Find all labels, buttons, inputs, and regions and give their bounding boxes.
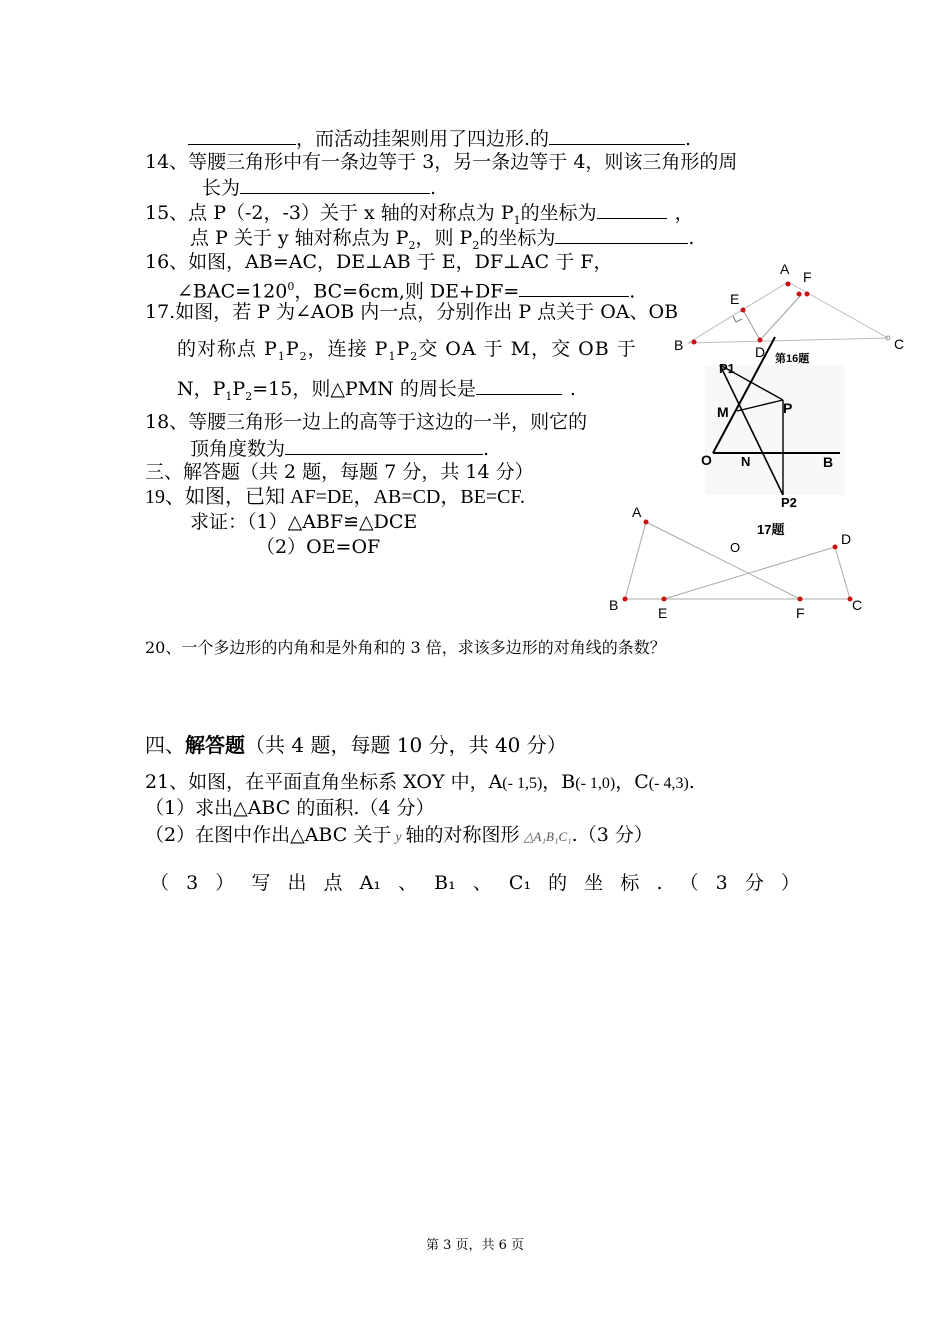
q21-part3-token: 出 bbox=[287, 872, 307, 894]
label-c: C bbox=[852, 597, 863, 613]
answer-blank[interactable] bbox=[285, 436, 483, 455]
q21-part3-token: （ bbox=[150, 872, 170, 894]
answer-blank[interactable] bbox=[555, 225, 688, 244]
q17-line3: N，$P_1P_2=15$，则△PMN 的周长是 . bbox=[177, 378, 576, 403]
label-o: O bbox=[730, 540, 741, 555]
q21-part3-token: ） bbox=[780, 872, 800, 894]
answer-blank[interactable] bbox=[597, 200, 667, 219]
q15-line2: 点 P 关于 y 轴对称点为 $P_2$，则 $P_2$的坐标为 . bbox=[190, 227, 695, 252]
q21-part3-token: 坐 bbox=[584, 872, 604, 894]
q17-line2: 的对称点 $P_1P_2$，连接 $P_1P_2$交 OA 于 M，交 OB 于 bbox=[177, 338, 637, 363]
q21-line1: 21、如图，在平面直角坐标系 XOY 中，A(- 1,5)，B(- 1,0)，C(- 4,3). bbox=[145, 771, 695, 793]
q19-line3: （2）OE=OF bbox=[256, 536, 381, 558]
q19-line2: 求证：（1）△ABF≌△DCE bbox=[190, 511, 418, 533]
label-d: D bbox=[755, 344, 766, 360]
label-p2: P2 bbox=[781, 495, 797, 510]
q21-part3-token: 标 bbox=[620, 872, 640, 894]
q21-part3-token: ） bbox=[215, 872, 235, 894]
q21-part3-token: 点 bbox=[323, 872, 343, 894]
q20-line: 20、一个多边形的内角和是外角和的 3 倍，求该多边形的对角线的条数？ bbox=[145, 638, 666, 657]
answer-blank[interactable] bbox=[476, 376, 562, 395]
q18-line1: 18、等腰三角形一边上的高等于这边的一半，则它的 bbox=[145, 411, 588, 433]
q21-part3-token: 3 bbox=[186, 872, 199, 894]
edge-dc bbox=[835, 547, 850, 599]
q18-line2: 顶角度数为 . bbox=[190, 438, 490, 460]
point-e bbox=[662, 597, 667, 602]
section-4-title: 四、解答题（共 4 题，每题 10 分，共 40 分） bbox=[145, 733, 567, 757]
q21-part3-token: C₁ bbox=[508, 872, 532, 894]
edge-ab bbox=[625, 522, 646, 599]
q21-part3-token: 、 bbox=[398, 872, 418, 894]
segment-de bbox=[664, 547, 835, 599]
label-a: A bbox=[632, 504, 642, 520]
figure-16-caption: 第16题 bbox=[775, 353, 810, 365]
q21-part3-token: . bbox=[656, 872, 663, 894]
q21-part3-token: A₁ bbox=[359, 872, 381, 894]
point-e bbox=[741, 308, 746, 313]
figure-17-caption: 17题 bbox=[757, 522, 785, 537]
q19-line1: 19、如图，已知 AF=DE，AB=CD，BE=CF. bbox=[145, 486, 526, 508]
q21-part3-token: 分 bbox=[744, 872, 764, 894]
answer-blank[interactable] bbox=[188, 126, 296, 145]
label-a: A bbox=[780, 261, 790, 277]
label-f: F bbox=[796, 605, 805, 620]
page-footer: 第 3 页，共 6 页 bbox=[425, 1238, 525, 1253]
answer-blank[interactable] bbox=[549, 126, 685, 145]
answer-blank[interactable] bbox=[240, 175, 430, 194]
label-p1: P1 bbox=[719, 361, 735, 376]
point-f bbox=[798, 597, 803, 602]
label-n: N bbox=[741, 454, 751, 469]
label-b: B bbox=[674, 337, 684, 353]
q21-part3-token: B₁ bbox=[434, 872, 456, 894]
q21-line4 bbox=[150, 871, 800, 895]
point-f bbox=[797, 292, 802, 297]
label-f: F bbox=[803, 269, 812, 285]
q21-part3-token: 的 bbox=[548, 872, 568, 894]
label-m: M bbox=[717, 404, 729, 420]
answer-blank[interactable] bbox=[519, 278, 629, 297]
q16-line1: 16、如图，AB=AC，DE⊥AB 于 E，DF⊥AC 于 F， bbox=[145, 251, 613, 273]
q14-line2: 长为 . bbox=[202, 177, 437, 199]
label-b: B bbox=[823, 454, 834, 470]
label-e: E bbox=[658, 605, 668, 620]
label-o: O bbox=[701, 452, 712, 468]
point-a bbox=[644, 520, 649, 525]
figure-19 bbox=[600, 500, 870, 620]
q17-line1: 17.如图，若 P 为∠AOB 内一点，分别作出 P 点关于 OA、OB bbox=[145, 301, 679, 323]
right-angle-mark bbox=[733, 316, 742, 322]
q21-part3-token: （ bbox=[679, 872, 699, 894]
point-f2 bbox=[805, 292, 810, 297]
q14-line1: 14、等腰三角形中有一条边等于 3，另一条边等于 4，则该三角形的周 bbox=[145, 151, 738, 173]
q21-part3-token: 写 bbox=[251, 872, 271, 894]
q15-line1: 15、点 P（-2，-3）关于 x 轴的对称点为 $P_1$的坐标为 ， bbox=[145, 202, 694, 227]
point-a bbox=[786, 282, 791, 287]
q21-part3-token: 、 bbox=[472, 872, 492, 894]
section-3-title: 三、解答题（共 2 题，每题 7 分，共 14 分） bbox=[145, 461, 534, 483]
point-d bbox=[833, 545, 838, 550]
q16-line2: $\angle BAC=120^0$，BC=6cm,则 DE+DF= . bbox=[177, 280, 636, 303]
label-d: D bbox=[841, 531, 852, 547]
label-b: B bbox=[609, 597, 619, 613]
label-p: P bbox=[783, 400, 793, 416]
label-e: E bbox=[730, 291, 740, 307]
segment-af bbox=[646, 522, 800, 599]
label-c: C bbox=[894, 336, 905, 352]
q21-line2: （1）求出△ABC 的面积.（4 分） bbox=[145, 797, 435, 819]
q13-line: ，而活动挂架则用了四边形.的 . bbox=[188, 126, 691, 151]
q21-line3: （2）在图中作出△ABC 关于 y 轴的对称图形 △A₁B₁C₁.（3 分） bbox=[145, 824, 653, 846]
q21-part3-token: 3 bbox=[715, 872, 728, 894]
point-b bbox=[623, 597, 628, 602]
